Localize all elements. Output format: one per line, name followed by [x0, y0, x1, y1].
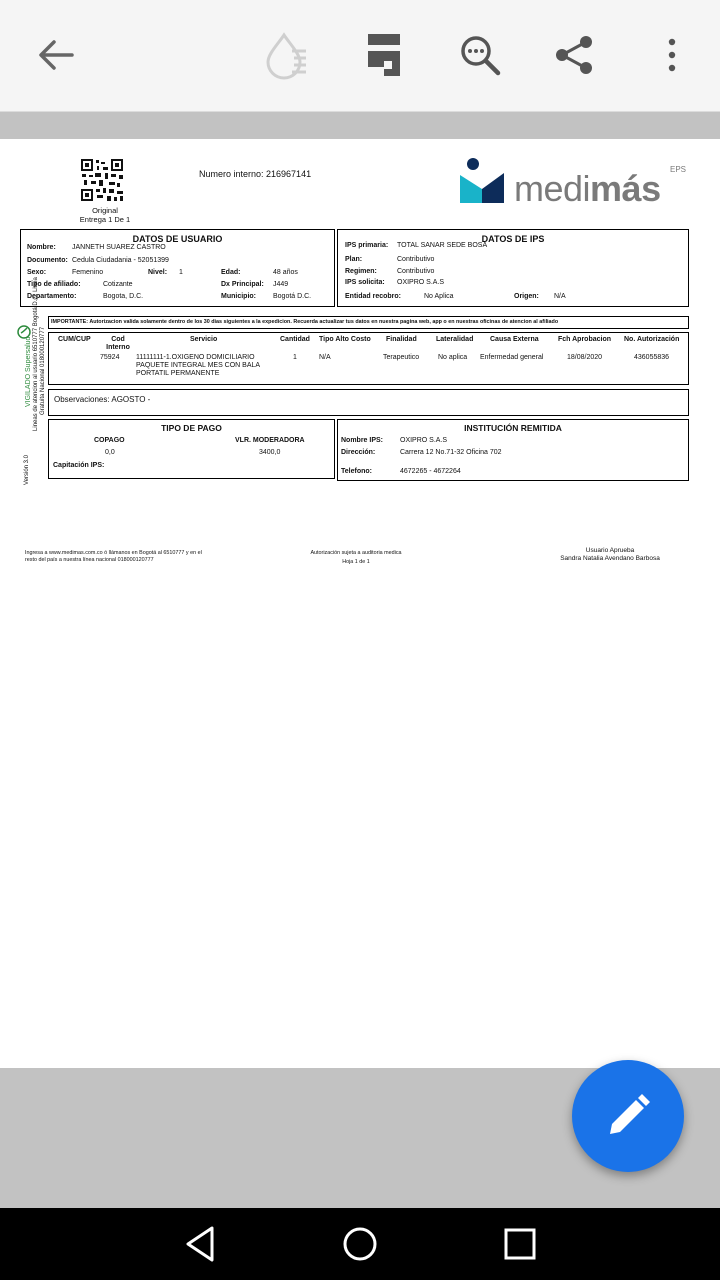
cell-cantidad: 1	[293, 354, 297, 361]
header-lateralidad: Lateralidad	[436, 336, 474, 343]
municipio-label: Municipio:	[221, 293, 256, 300]
observaciones-box	[48, 389, 689, 416]
origen-label: Origen:	[514, 293, 539, 300]
header-fch-aprobacion: Fch Aprobacion	[558, 336, 612, 343]
page-view-icon	[364, 32, 404, 78]
share-button[interactable]	[548, 29, 600, 81]
header-tipo-alto-costo: Tipo Alto Costo	[319, 336, 371, 343]
origen-value: N/A	[554, 293, 566, 300]
edit-pencil-icon	[604, 1092, 652, 1140]
header-cantidad: Cantidad	[280, 336, 310, 343]
datos-ips-title: DATOS DE IPS	[481, 234, 545, 244]
document-page	[0, 139, 720, 1068]
cell-finalidad: Terapeutico	[383, 354, 420, 361]
reading-mode-button[interactable]	[262, 29, 314, 81]
importante-text: IMPORTANTE: Autorizacion valida solamente dentro de los 30 dias siguientes a la expedicion. Recuerda actualizar tus datos en nuestra pagina web, app o en nuestras oficinas de atencion al afiliado	[51, 319, 559, 325]
municipio-value: Bogotá D.C.	[273, 293, 312, 300]
footer-right-line-1: Usuario Aprueba	[585, 547, 635, 554]
ips-primaria-label: IPS primaria:	[345, 242, 389, 249]
arrow-back-icon	[36, 35, 76, 75]
capitacion-ips-label: Capitación IPS:	[53, 462, 105, 469]
plan-label: Plan:	[345, 256, 363, 263]
entidad-recobro-label: Entidad recobro:	[345, 293, 402, 300]
direccion-label: Dirección:	[341, 449, 376, 456]
dx-principal-label: Dx Principal:	[221, 281, 264, 288]
share-icon	[554, 35, 594, 75]
sexo-label: Sexo:	[27, 269, 47, 276]
footer-left-line-2: resto del país a nuestra línea nacional 018000120777	[25, 557, 154, 563]
documento-label: Documento:	[27, 257, 68, 264]
recents-square-icon	[502, 1226, 538, 1262]
header-cum-cup: CUM/CUP	[58, 336, 91, 343]
qr-caption-entrega: Entrega 1 De 1	[79, 215, 131, 224]
tipo-afiliado-value: Cotizante	[103, 281, 133, 288]
tipo-afiliado-label: Tipo de afiliado:	[27, 281, 81, 288]
datos-usuario-title: DATOS DE USUARIO	[132, 234, 223, 244]
departamento-value: Bogota, D.C.	[103, 293, 144, 300]
more-vert-icon	[666, 35, 678, 75]
home-circle-icon	[340, 1224, 380, 1264]
departamento-label: Departamento:	[27, 293, 77, 300]
header-causa-externa: Causa Externa	[490, 336, 539, 343]
logo-text-light: medi	[514, 168, 591, 209]
importante-notice	[48, 316, 689, 329]
cell-servicio-line-2: PAQUETE INTEGRAL MES CON BALA	[136, 362, 261, 369]
servicio-table	[48, 332, 689, 385]
medimas-logo	[460, 157, 690, 209]
nav-back-button[interactable]	[178, 1222, 222, 1266]
cell-no-autorizacion: 436055836	[634, 354, 670, 361]
page-view-button[interactable]	[358, 29, 410, 81]
water-drop-icon	[262, 29, 314, 81]
nombre-value: JANNETH SUAREZ CASTRO	[72, 244, 166, 251]
nombre-ips-value: OXIPRO S.A.S	[400, 437, 448, 444]
cell-fch-aprobacion: 18/08/2020	[567, 354, 603, 361]
medimas-logo-mark	[460, 157, 508, 205]
copago-value: 0,0	[105, 449, 115, 456]
logo-eps: EPS	[670, 165, 687, 174]
datos-ips-box	[337, 229, 689, 307]
version-text: Versión 3.0	[24, 454, 30, 485]
direccion-value: Carrera 12 No.71-32 Oficina 702	[400, 449, 502, 456]
search-icon	[458, 33, 502, 77]
plan-value: Contributivo	[397, 256, 435, 263]
regimen-label: Regimen:	[345, 268, 377, 275]
footer-left-line-1: Ingresa a www.medimas.com.co ó llámanos en Bogotá al 6510777 y en el	[25, 550, 202, 556]
cell-servicio-line-3: PORTATIL PERMANENTE	[136, 370, 220, 377]
qr-code-image	[81, 159, 123, 201]
datos-usuario-box	[20, 229, 335, 307]
ips-primaria-value: TOTAL SANAR SEDE BOSA	[397, 242, 488, 249]
nombre-label: Nombre:	[27, 244, 56, 251]
lineas-atencion-text-1: Lineas de atencion al usuario 6510777 Bogotá D.C. Linea	[33, 277, 39, 431]
copago-label: COPAGO	[94, 437, 125, 444]
regimen-value: Contributivo	[397, 268, 435, 275]
sexo-value: Femenino	[72, 269, 104, 276]
documento-value: Cedula Ciudadania - 52051399	[72, 257, 169, 264]
footer-right-line-2: Sandra Natalia Avendano Barbosa	[560, 555, 660, 562]
cell-servicio-line-1: 11111111-1.OXIGENO DOMICILIARIO	[136, 354, 255, 361]
nombre-ips-label: Nombre IPS:	[341, 437, 384, 444]
ips-solicita-value: OXIPRO S.A.S	[397, 279, 445, 286]
search-button[interactable]	[454, 29, 506, 81]
cell-cod-interno: 75924	[100, 354, 120, 361]
header-cod-interno: Cod Interno	[106, 336, 130, 351]
institucion-remitida-box	[337, 419, 689, 481]
logo-text-bold: más	[590, 168, 661, 209]
edad-value: 48 años	[273, 269, 298, 276]
footer-mid-line-2: Hoja 1 de 1	[342, 559, 370, 565]
nav-home-button[interactable]	[338, 1222, 382, 1266]
cell-alto-costo: N/A	[319, 354, 331, 361]
vlr-moderadora-label: VLR. MODERADORA	[235, 437, 305, 444]
dx-principal-value: J449	[273, 281, 289, 288]
qr-caption-original: Original	[92, 206, 118, 215]
vlr-moderadora-value: 3400,0	[259, 449, 281, 456]
nivel-value: 1	[179, 269, 183, 276]
telefono-value: 4672265 - 4672264	[400, 468, 461, 475]
edad-label: Edad:	[221, 269, 241, 276]
institucion-remitida-title: INSTITUCIÓN REMITIDA	[464, 423, 562, 433]
more-options-button[interactable]	[646, 29, 698, 81]
app-bar	[0, 0, 720, 112]
observaciones-text: Observaciones: AGOSTO -	[54, 395, 151, 404]
tipo-pago-title: TIPO DE PAGO	[161, 423, 222, 433]
entidad-recobro-value: No Aplica	[424, 293, 454, 300]
header-no-autorizacion: No. Autorización	[624, 336, 680, 343]
nav-recents-button[interactable]	[498, 1222, 542, 1266]
numero-interno: Numero interno: 216967141	[199, 169, 312, 179]
vigilado-supersalud-text: VIGILADO Supersalud	[25, 336, 32, 407]
tipo-pago-box	[48, 419, 335, 479]
edit-fab-button[interactable]	[572, 1060, 684, 1172]
footer-mid-line-1: Autorización sujeta a auditoria medica	[310, 550, 402, 556]
cell-causa-externa: Enfermedad general	[480, 354, 544, 361]
telefono-label: Telefono:	[341, 468, 372, 475]
header-finalidad: Finalidad	[386, 336, 417, 343]
ips-solicita-label: IPS solicita:	[345, 279, 385, 286]
back-button[interactable]	[30, 29, 82, 81]
header-servicio: Servicio	[190, 336, 218, 343]
nivel-label: Nivel:	[148, 269, 168, 276]
cell-lateralidad: No aplica	[438, 354, 468, 361]
back-triangle-icon	[182, 1224, 218, 1264]
system-nav-bar	[0, 1208, 720, 1280]
lineas-atencion-text-2: Gratuita Nacional 018000120777	[40, 326, 46, 415]
